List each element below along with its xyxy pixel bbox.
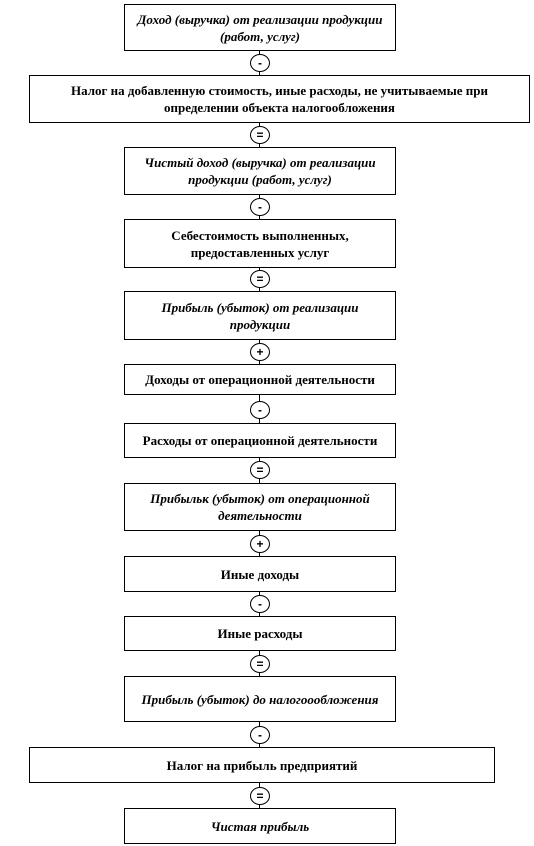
step-label: Иные доходы	[220, 566, 300, 582]
step-box-vat	[29, 75, 530, 123]
step-box-sales-profit	[124, 291, 396, 340]
equals-operator: =	[250, 126, 270, 144]
step-box-revenue	[124, 4, 396, 51]
step-label: Иные расходы	[217, 626, 303, 641]
equals-operator: =	[250, 270, 270, 288]
step-box-pretax-profit	[124, 676, 396, 722]
step-box-net-revenue	[124, 147, 396, 195]
step-label: Расходы от операционной деятельности	[142, 433, 378, 448]
step-label: Себестоимость выполненных, предоставленных услуг	[171, 227, 349, 260]
equals-operator: =	[250, 655, 270, 673]
step-box-other-expenses	[124, 616, 396, 651]
step-label: Прибыль (убыток) до налогоообложения	[141, 691, 379, 707]
step-box-income-tax	[29, 747, 495, 783]
minus-operator: -	[250, 198, 270, 216]
minus-operator: -	[250, 54, 270, 72]
equals-operator: =	[250, 787, 270, 805]
plus-operator: +	[250, 535, 270, 553]
step-label: Доход (выручка) от реализации продукции (работ, услуг)	[137, 11, 383, 44]
step-label: Налог на добавленную стоимость, иные расходы, не учитываемые при определении объекта налогообложения	[71, 83, 488, 115]
step-label: Прибыль (убыток) от реализации продукции	[161, 299, 359, 332]
minus-operator: -	[250, 595, 270, 613]
step-box-operating-income	[124, 364, 396, 395]
step-label: Доходы от операционной деятельности	[145, 372, 375, 387]
step-label: Прибыльк (убыток) от операционной деятельности	[150, 491, 370, 523]
step-label: Налог на прибыль предприятий	[166, 757, 358, 773]
equals-operator: =	[250, 461, 270, 479]
step-box-operating-profit	[124, 483, 396, 531]
plus-operator: +	[250, 343, 270, 361]
step-box-net-profit	[124, 808, 396, 844]
minus-operator: -	[250, 726, 270, 744]
step-box-operating-expenses	[124, 423, 396, 458]
step-label: Чистый доход (выручка) от реализации продукции (работ, услуг)	[144, 155, 376, 187]
step-box-cost	[124, 219, 396, 268]
step-label: Чистая прибыль	[210, 818, 310, 834]
step-box-other-income	[124, 556, 396, 592]
minus-operator: -	[250, 401, 270, 419]
